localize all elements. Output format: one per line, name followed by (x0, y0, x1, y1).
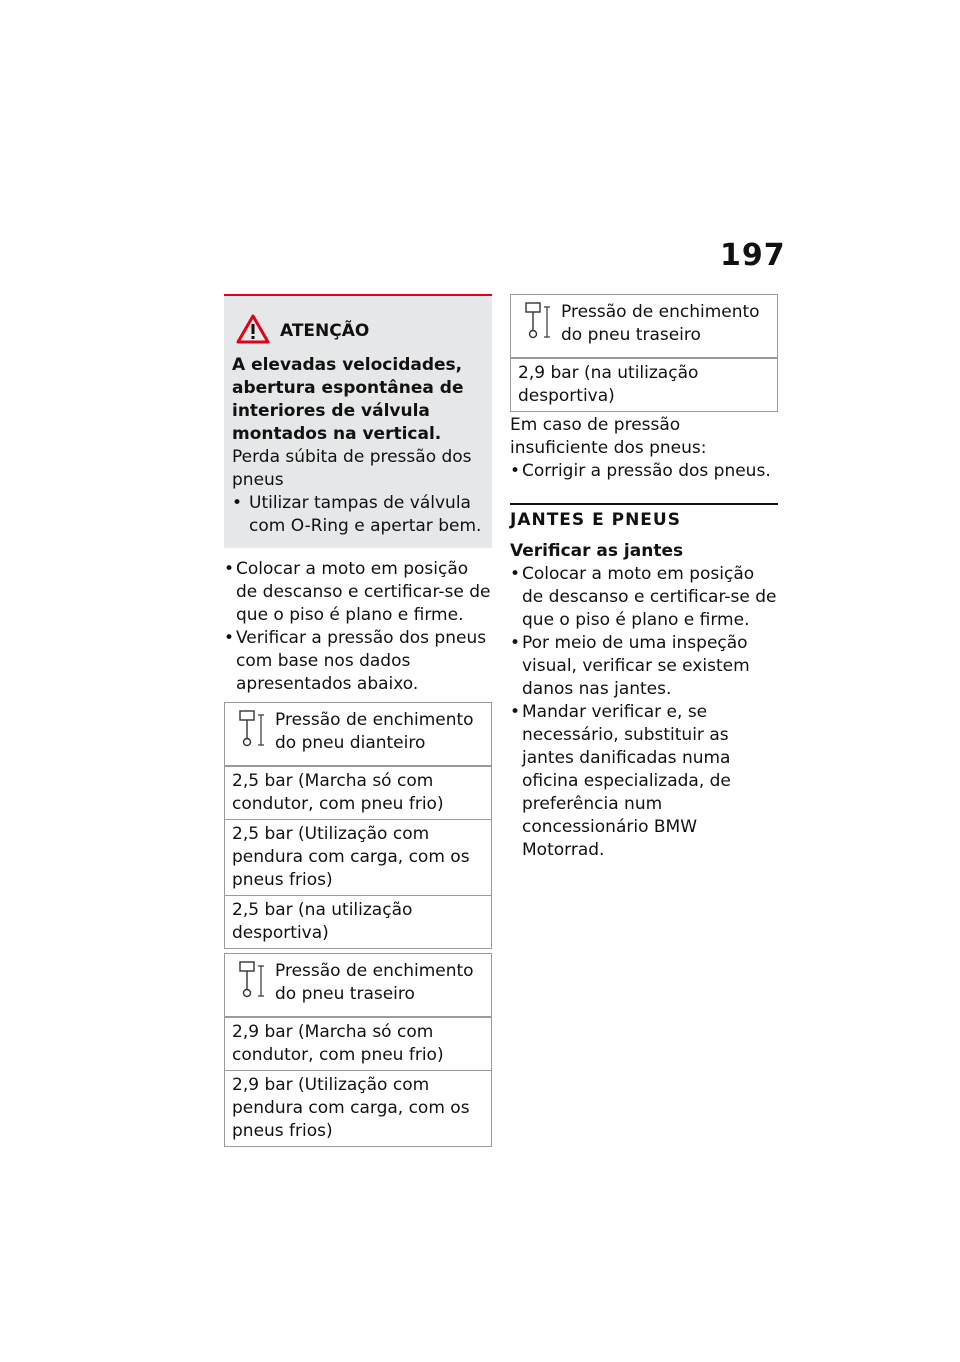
right-column (510, 294, 778, 862)
left-bullet-list (224, 558, 492, 696)
table-row: 2,9 bar (Marcha só com condutor, com pneu frio) (225, 1017, 491, 1070)
list-item: • Mandar verificar e, se necessário, substituir as jantes danificadas numa oficina especializada, de preferência num concessionário BMW Motorrad. (510, 701, 778, 862)
list-item: • Colocar a moto em posição de descanso e certificar-se de que o piso é plano e firme. (510, 563, 778, 632)
warning-box (224, 294, 492, 548)
section-bullet-list (510, 563, 778, 862)
rear-tire-pressure-table-continued (510, 294, 778, 412)
tire-pressure-gauge-icon (517, 301, 561, 351)
table-row: 2,5 bar (Utilização com pendura com carga, com os pneus frios) (225, 819, 491, 895)
left-column (224, 294, 492, 1147)
section-title: JANTES E PNEUS (510, 510, 681, 530)
warning-bullet: • Utilizar tampas de válvula com O-Ring e apertar bem. (232, 492, 484, 538)
spec-header (511, 295, 777, 358)
table-row: 2,9 bar (Utilização com pendura com carga, com os pneus frios) (225, 1070, 491, 1146)
section-subtitle: Verificar as jantes (510, 541, 684, 561)
page-number: 197 (720, 238, 786, 273)
list-item: • Verificar a pressão dos pneus com base nos dados apresentados abaixo. (224, 627, 492, 696)
spec-title: Pressão de enchimento do pneu traseiro (561, 302, 760, 345)
spec-title: Pressão de enchimento do pneu dianteiro (275, 710, 474, 753)
tire-pressure-gauge-icon (231, 709, 275, 759)
table-row: 2,9 bar (na utilização desportiva) (511, 358, 777, 411)
spec-header (225, 703, 491, 766)
warning-title: ATENÇÃO (280, 321, 370, 341)
insufficient-pressure-text: Em caso de pressão insuficiente dos pneus: (510, 415, 707, 458)
warning-heading: A elevadas velocidades, abertura espontânea de interiores de válvula montados na vertical. (232, 355, 464, 444)
list-item: • Por meio de uma inspeção visual, verificar se existem danos nas jantes. (510, 632, 778, 701)
front-tire-pressure-table (224, 702, 492, 949)
warning-triangle-icon (236, 314, 270, 348)
warning-header (236, 314, 484, 348)
table-row: 2,5 bar (na utilização desportiva) (225, 895, 491, 948)
spec-title: Pressão de enchimento do pneu traseiro (275, 961, 474, 1004)
list-item: • Corrigir a pressão dos pneus. (510, 460, 778, 483)
tire-pressure-gauge-icon (231, 960, 275, 1010)
table-row: 2,5 bar (Marcha só com condutor, com pneu frio) (225, 766, 491, 819)
section-jantes-e-pneus (510, 503, 778, 862)
spec-header (225, 954, 491, 1017)
rear-tire-pressure-table (224, 953, 492, 1147)
warning-text: Perda súbita de pressão dos pneus (232, 447, 472, 490)
list-item: • Colocar a moto em posição de descanso e certificar-se de que o piso é plano e firme. (224, 558, 492, 627)
